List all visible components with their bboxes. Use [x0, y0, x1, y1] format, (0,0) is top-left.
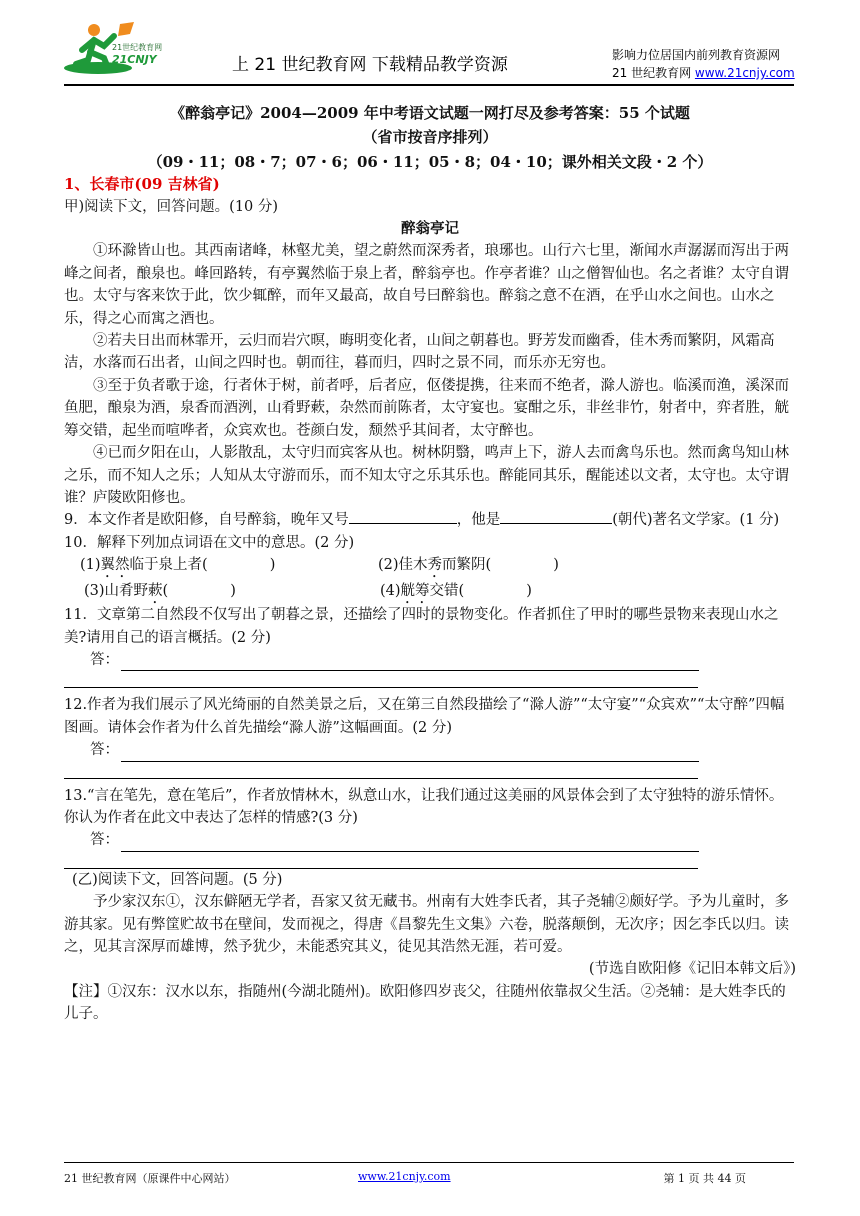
q10-1-rest: 临于泉上者( [129, 557, 208, 574]
q10-item-3 [84, 580, 236, 607]
part-b-instruction: (乙)阅读下文，回答问题。(5 分) [72, 871, 283, 888]
passage-paragraph-2: ②若夫日出而林霏开，云归而岩穴暝，晦明变化者，山间之朝暮也。野芳发而幽香，佳木秀而繁阴，风霜高洁，水落而石出者，山间之四时也。朝而往，暮而归，四时之景不同，而乐亦无穷也。 [64, 333, 775, 372]
question-10: 10．解释下列加点词语在文中的意思。(2 分) [64, 534, 355, 551]
header-right [612, 46, 795, 82]
part-b-note: 【注】①汉东：汉水以东，指随州(今湖北随州)。欧阳修四岁丧父，往随州依靠叔父生活。②尧辅：是大姓李氏的儿子。 [64, 983, 786, 1023]
q11-answer-line-2[interactable] [64, 671, 698, 688]
page-header [0, 0, 860, 100]
q9-text-c: (朝代)著名文学家。(1 分) [612, 512, 780, 529]
q10-3-dotted: 蔌 [148, 583, 163, 600]
q10-2-dotted: 秀 [427, 557, 443, 574]
q11-answer-line-1[interactable] [121, 652, 699, 671]
header-divider [64, 84, 794, 86]
header-site-line [612, 64, 795, 82]
q12-answer-line-1[interactable] [121, 743, 699, 762]
q11-answer-row [64, 649, 796, 671]
passage-paragraph-3: ③至于负者歌于途，行者休于树，前者呼，后者应，伛偻提携，往来而不绝者，滁人游也。临溪而渔，溪深而鱼肥，酿泉为酒，泉香而酒洌，山肴野蔌，杂然而前陈者，太守宴也。宴酣之乐，非丝非竹，射者中，弈者胜，觥筹交错，起坐而喧哗者，众宾欢也。苍颜白发，颓然乎其间者，太守醉也。 [64, 377, 789, 439]
q12-answer-row [64, 739, 796, 761]
q9-blank-1[interactable] [349, 523, 457, 524]
q13-answer-line-1[interactable] [121, 833, 699, 852]
page-footer [64, 1162, 794, 1192]
q10-row-1 [64, 554, 796, 580]
q10-4-rest: 交错( [429, 583, 465, 600]
doc-subtitle-order: （省市按音序排列） [362, 128, 498, 147]
document-body [64, 100, 796, 1026]
q10-item-1 [80, 554, 275, 581]
q9-blank-2[interactable] [500, 523, 612, 524]
q9-text-a: 9．本文作者是欧阳修，自号醉翁，晚年又号 [64, 512, 349, 529]
q10-2-rest: 而繁阴( [442, 557, 492, 574]
q12-answer-label: 答： [90, 742, 119, 759]
q10-4-close: ) [526, 583, 532, 600]
q10-row-2 [64, 580, 796, 604]
doc-subtitle-counts: （09・11；08・7；07・6；06・11；05・8；04・10；课外相关文段・2 个） [147, 152, 713, 171]
q9-text-b: ，他是 [456, 512, 501, 529]
logo-text: 21世纪教育网 [112, 43, 163, 52]
header-tagline: 影响力位居国内前列教育资源网 [612, 48, 781, 62]
logo-sub: 21CNJY [112, 53, 157, 66]
q10-3-close: ) [230, 583, 236, 600]
q10-1-num: (1) [80, 557, 101, 574]
q12-answer-line-2[interactable] [64, 762, 698, 779]
q11-answer-label: 答： [90, 651, 119, 668]
q13-answer-row [64, 829, 796, 851]
footer-divider [64, 1162, 794, 1163]
question-13: 13.“言在笔先，意在笔后”，作者放情林木，纵意山水，让我们通过这美丽的风景体会到了太守独特的游乐情怀。你认为作者在此文中表达了怎样的情感?(3 分) [64, 787, 784, 826]
q10-2-num: (2)佳木 [378, 557, 428, 574]
part-b-passage: 予少家汉东①，汉东僻陋无学者，吾家又贫无藏书。州南有大姓李氏者，其子尧辅②颇好学。予为儿童时，多游其家。见有弊筐贮故书在壁间，发而视之，得唐《昌黎先生文集》六卷，脱落颠倒，无次序；因乞李氏以归。读之，见其言深厚而雄博，然予犹少，未能悉究其义，徒见其浩然无涯，若可爱。 [64, 894, 789, 955]
passage-title: 醉翁亭记 [401, 220, 459, 238]
header-slogan: 上 21 世纪教育网 下载精品教学资源 [232, 55, 508, 75]
passage-paragraph-1: ①环滁皆山也。其西南诸峰，林壑尤美，望之蔚然而深秀者，琅琊也。山行六七里，渐闻水声潺潺而泻出于两峰之间者，酿泉也。峰回路转，有亭翼然临于泉上者，醉翁亭也。作亭者谁？山之僧智仙也。名之者谁？太守自谓也。太守与客来饮于此，饮少辄醉，而年又最高，故自号曰醉翁也。醉翁之意不在酒，在乎山水之间也。山水之乐，得之心而寓之酒也。 [64, 243, 789, 327]
header-site-link[interactable]: www.21cnjy.com [694, 66, 795, 80]
q10-3-num: (3)山肴野 [84, 583, 149, 600]
footer-site-link[interactable]: www.21cnjy.com [358, 1170, 451, 1183]
q10-2-close: ) [553, 557, 559, 574]
passage-paragraph-4: ④已而夕阳在山，人影散乱，太守归而宾客从也。树林阴翳，鸣声上下，游人去而禽鸟乐也。然而禽鸟知山林之乐，而不知人之乐；人知从太守游而乐，而不知太守之乐其乐也。醉能同其乐，醒能述以文者，太守也。太守谓谁？庐陵欧阳修也。 [64, 445, 789, 506]
q10-item-2 [378, 554, 559, 581]
section-heading: 1、长春市(09 吉林省) [64, 175, 220, 194]
q10-3-rest: ( [162, 583, 169, 600]
doc-title: 《醉翁亭记》2004—2009 年中考语文试题一网打尽及参考答案：55 个试题 [170, 104, 690, 122]
footer-site-name: 21 世纪教育网（原课件中心网站） [64, 1172, 236, 1185]
question-9 [64, 509, 796, 531]
q10-1-dotted: 翼然 [100, 557, 130, 574]
footer-page-number: 第 1 页 共 44 页 [663, 1172, 746, 1185]
site-logo[interactable] [60, 20, 180, 78]
q10-4-num: (4) [380, 583, 401, 600]
q13-answer-label: 答： [90, 832, 119, 849]
q13-answer-line-2[interactable] [64, 852, 698, 869]
part-b-source: (节选自欧阳修《记旧本韩文后》) [588, 961, 796, 978]
q10-item-4 [380, 580, 532, 607]
question-11: 11．文章第二自然段不仅写出了朝暮之景，还描绘了四时的景物变化。作者抓住了甲时的哪些景物来表现山水之美?请用自己的语言概括。(2 分) [64, 607, 779, 646]
part-a-instruction: 甲)阅读下文，回答问题。(10 分) [64, 198, 279, 215]
q10-1-close: ) [269, 557, 276, 574]
header-site-name: 21 世纪教育网 [612, 66, 695, 80]
q10-4-dotted: 觥筹 [400, 583, 430, 600]
question-12: 12.作者为我们展示了风光绮丽的自然美景之后，又在第三自然段描绘了“滁人游”“太守宴”“众宾欢”“太守醉”四幅图画。请体会作者为什么首先描绘“滁人游”这幅画面。(2 分) [64, 697, 785, 736]
